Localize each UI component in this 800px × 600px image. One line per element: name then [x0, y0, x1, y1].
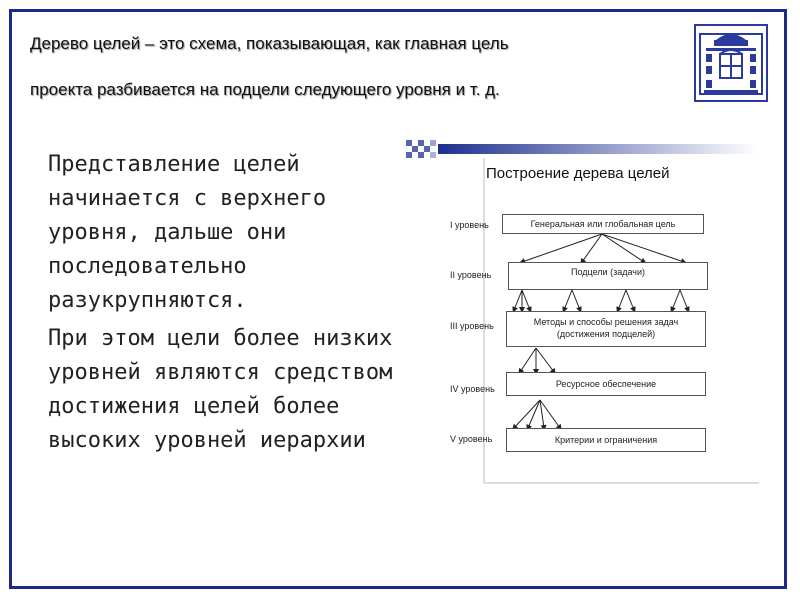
paragraph-2: При этом цели более низких уровней являются средством достижения целей более высоких уровней иерархии: [48, 326, 393, 453]
level-label-5: V уровень: [450, 434, 493, 444]
level-box-2: [508, 262, 708, 290]
paragraph-1: Представление целей начинается с верхнего уровня, дальше они последовательно разукрупняются.: [48, 152, 327, 313]
level-box-1: [502, 214, 704, 234]
level-label-1: I уровень: [450, 220, 489, 230]
level-box-5-text: Критерии и ограничения: [554, 435, 658, 445]
body-text: [48, 148, 398, 460]
level-box-3-text: Методы и способы решения задач: [533, 317, 679, 327]
building-icon: [694, 24, 768, 102]
diagram-title: Построение дерева целей: [486, 165, 670, 182]
header-line-2: проекта разбивается на подцели следующего уровня и т. д.: [30, 80, 500, 99]
level-box-3-text-2: (достижения подцелей): [556, 329, 656, 339]
level-box-3: [506, 311, 706, 347]
level-box-4-text: Ресурсное обеспечение: [555, 379, 657, 389]
header-line-1: Дерево целей – это схема, показывающая, как главная цель: [30, 34, 509, 53]
level-label-3: III уровень: [450, 321, 494, 331]
level-box-2-text: Подцели (задачи): [571, 267, 645, 277]
level-label-4: IV уровень: [450, 384, 495, 394]
level-box-1-text: Генеральная или глобальная цель: [530, 219, 676, 229]
level-box-5: [506, 428, 706, 452]
level-box-4: [506, 372, 706, 396]
level-label-2: II уровень: [450, 270, 492, 280]
